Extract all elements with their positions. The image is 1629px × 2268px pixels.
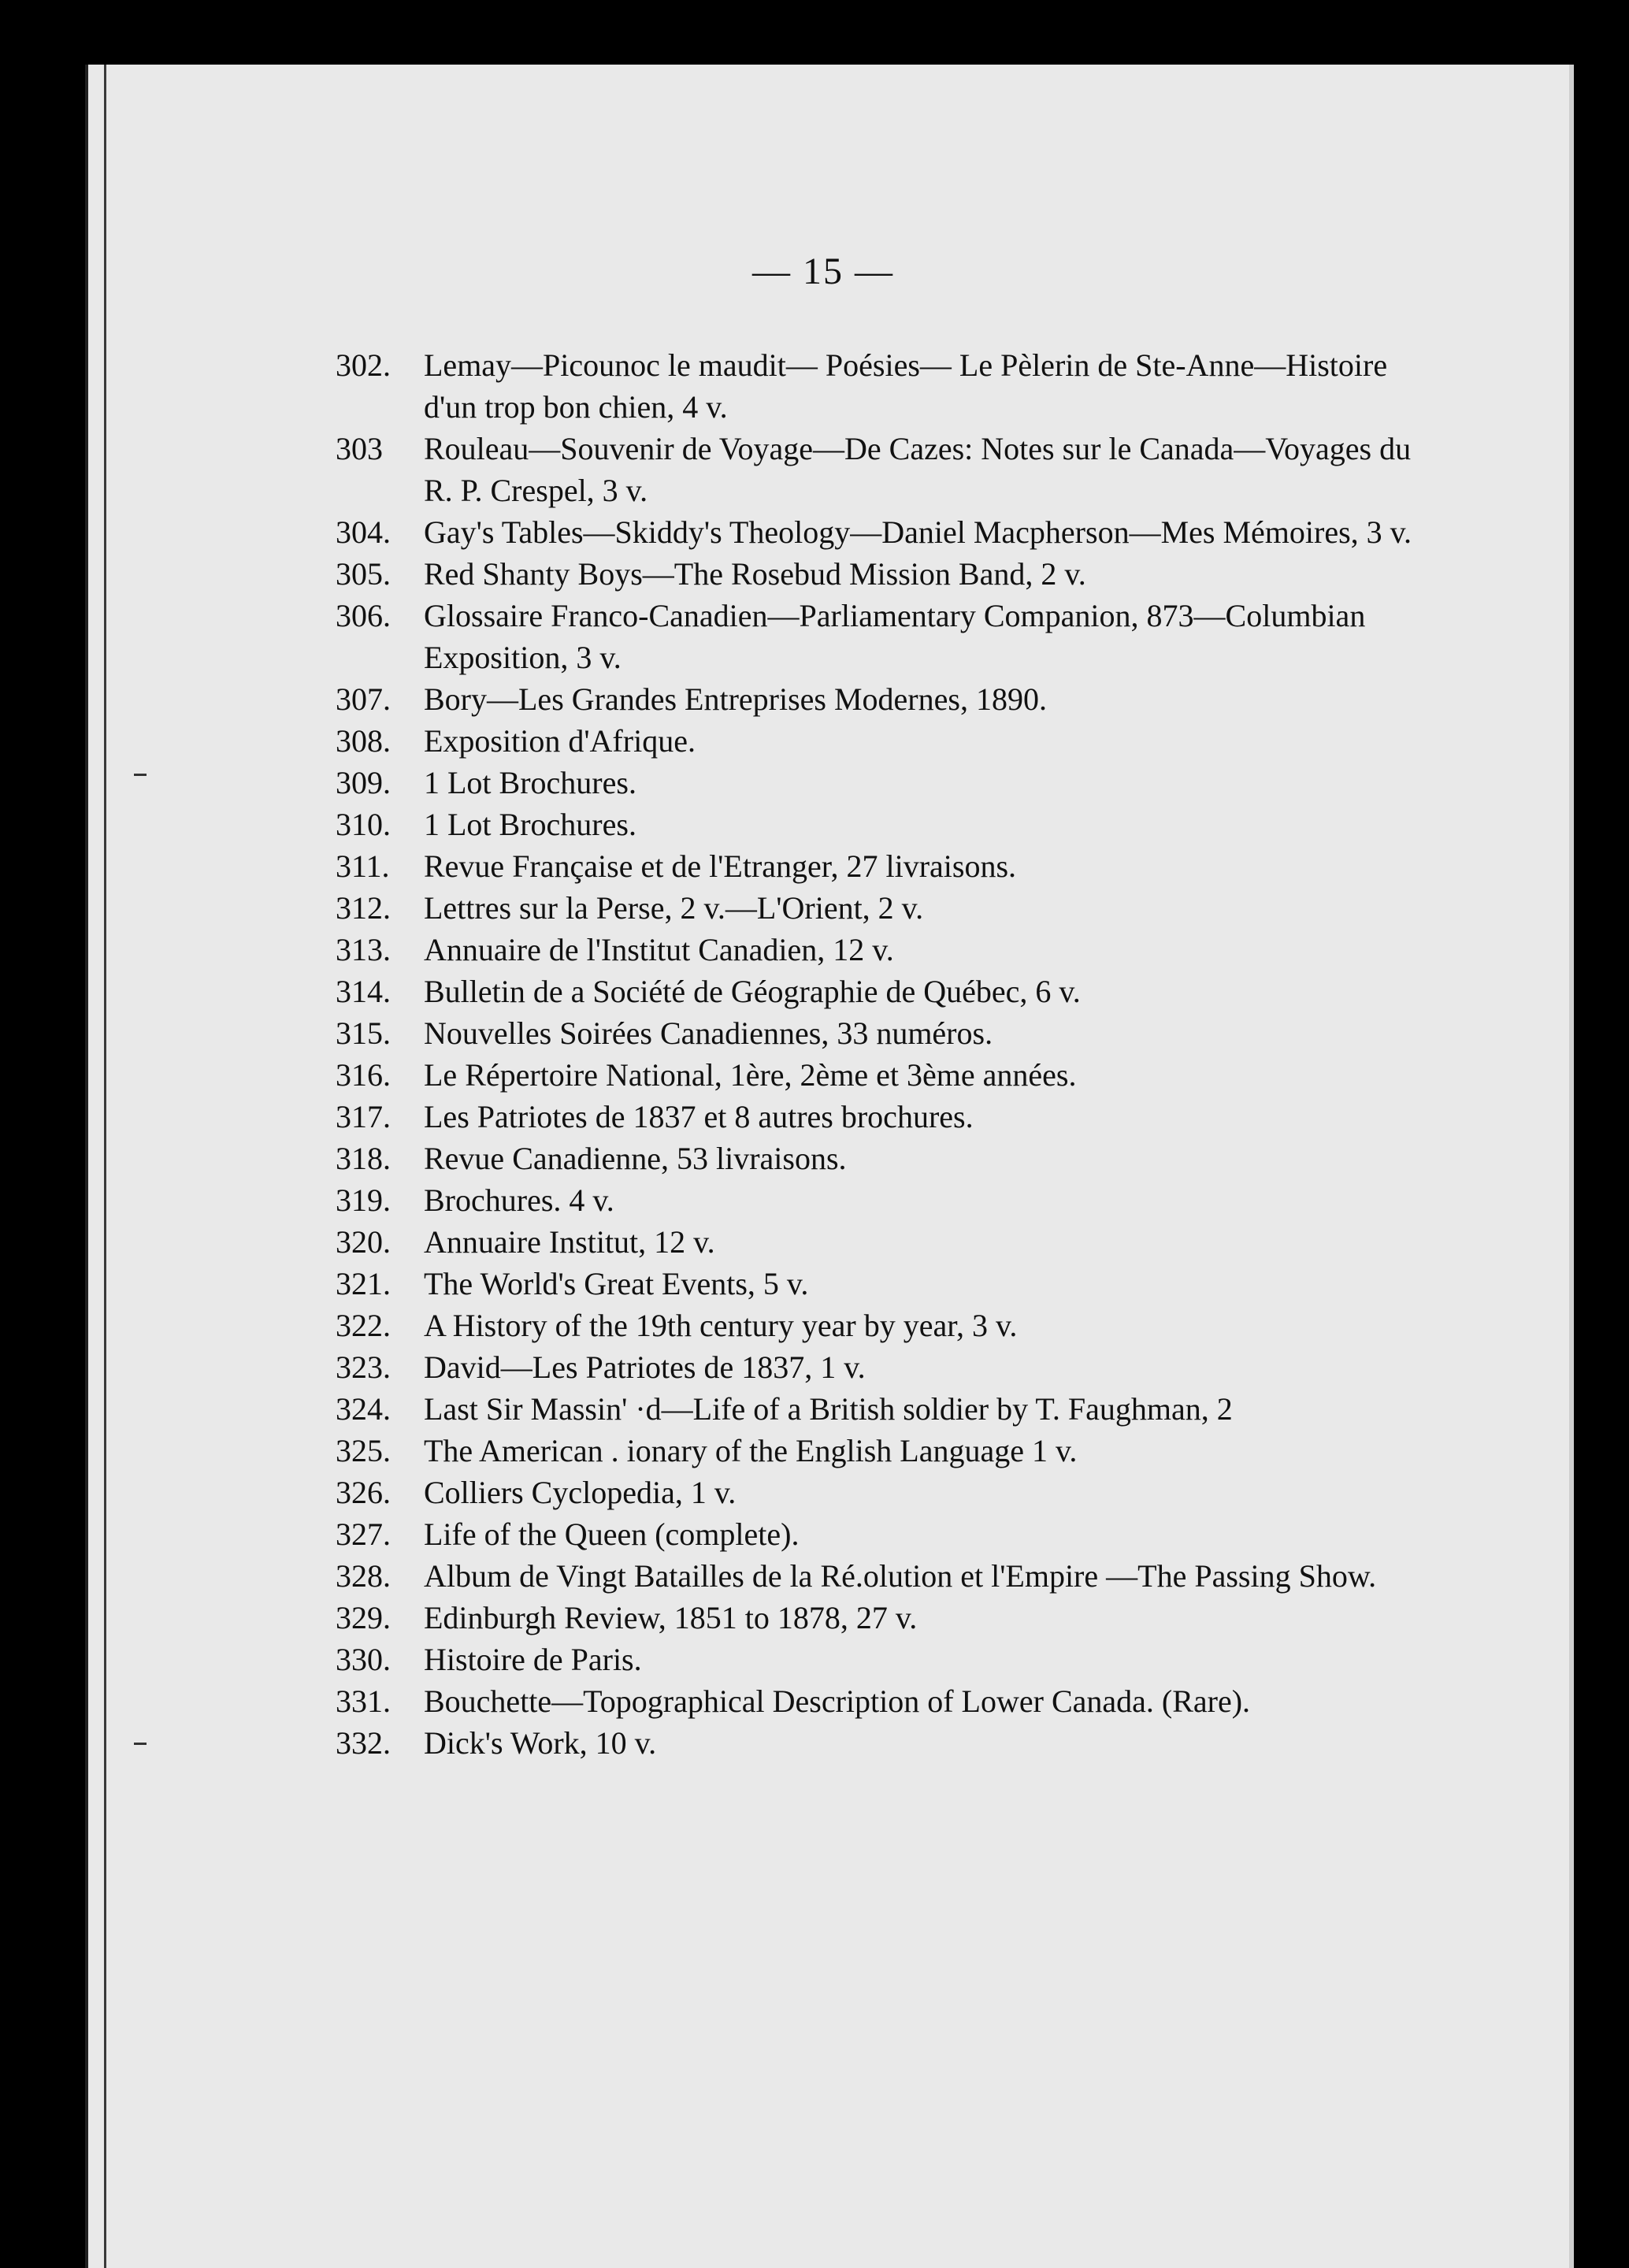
- catalog-entry: [336, 1597, 1423, 1639]
- entry-text: Revue Française et de l'Etranger, 27 livraisons.: [424, 848, 1017, 884]
- catalog-entry: [336, 1513, 1423, 1555]
- entry-number: 314.: [336, 974, 391, 1009]
- entry-text: 1 Lot Brochures.: [424, 765, 636, 800]
- catalog-entry: [336, 804, 1423, 845]
- catalog-entry: [336, 1263, 1423, 1305]
- catalog-entry: [336, 1012, 1423, 1054]
- entry-number: 322.: [336, 1308, 391, 1343]
- entry-text: Lettres sur la Perse, 2 v.—L'Orient, 2 v.: [424, 890, 924, 926]
- entry-text: Nouvelles Soirées Canadiennes, 33 numéros.: [424, 1015, 993, 1051]
- page-number: — 15 —: [752, 251, 894, 292]
- entry-number: 320.: [336, 1224, 391, 1260]
- entry-number: 316.: [336, 1057, 391, 1093]
- entry-text: The World's Great Events, 5 v.: [424, 1266, 809, 1301]
- entry-number: 303: [336, 431, 383, 466]
- entry-text: Les Patriotes de 1837 et 8 autres brochures.: [424, 1099, 974, 1134]
- catalog-entry: [336, 1639, 1423, 1680]
- catalog-entry: [336, 428, 1423, 511]
- entry-text: Revue Canadienne, 53 livraisons.: [424, 1141, 847, 1176]
- catalog-entry: [336, 553, 1423, 595]
- entry-number: 321.: [336, 1266, 391, 1301]
- entry-text: Brochures. 4 v.: [424, 1182, 614, 1218]
- catalog-entry: [336, 1096, 1423, 1138]
- entry-number: 310.: [336, 807, 391, 842]
- entry-text: Histoire de Paris.: [424, 1642, 642, 1677]
- catalog-entry: [336, 511, 1423, 553]
- catalog-entry: [336, 929, 1423, 971]
- entry-text: 1 Lot Brochures.: [424, 807, 636, 842]
- entry-number: 311.: [336, 848, 390, 884]
- catalog-entry: [336, 1388, 1423, 1430]
- entry-number: 304.: [336, 514, 391, 550]
- catalog-entry: [336, 1346, 1423, 1388]
- catalog-entry: [336, 344, 1423, 428]
- catalog-entry: [336, 1472, 1423, 1513]
- entry-text: Album de Vingt Batailles de la Ré.olution et l'Empire —The Passing Show.: [424, 1558, 1377, 1594]
- entry-number: 305.: [336, 556, 391, 592]
- entry-text: Bouchette—Topographical Description of Lower Canada. (Rare).: [424, 1683, 1251, 1719]
- entry-number: 328.: [336, 1558, 391, 1594]
- entry-text: David—Les Patriotes de 1837, 1 v.: [424, 1349, 866, 1385]
- entry-number: 324.: [336, 1391, 391, 1427]
- entry-number: 331.: [336, 1683, 391, 1719]
- entry-text: Le Répertoire National, 1ère, 2ème et 3ème années.: [424, 1057, 1077, 1093]
- catalog-entry: [336, 678, 1423, 720]
- entry-number: 307.: [336, 681, 391, 717]
- entry-text: Dick's Work, 10 v.: [424, 1725, 657, 1761]
- catalog-entry: [336, 720, 1423, 762]
- catalog-entry: [336, 887, 1423, 929]
- entry-text: A History of the 19th century year by year, 3 v.: [424, 1308, 1018, 1343]
- catalog-entry: [336, 1430, 1423, 1472]
- catalog-entry: [336, 1555, 1423, 1597]
- catalog-entry: [336, 1138, 1423, 1179]
- catalog-entry: [336, 1221, 1423, 1263]
- entry-number: 306.: [336, 598, 391, 633]
- margin-mark: [134, 1743, 147, 1745]
- entry-number: 323.: [336, 1349, 391, 1385]
- entry-text: Last Sir Massin' ·d—Life of a British soldier by T. Faughman, 2: [424, 1391, 1233, 1427]
- page-edge: [1569, 65, 1574, 2268]
- catalog-entry: [336, 1722, 1423, 1764]
- catalog-entries: [336, 344, 1423, 1764]
- entry-text: Bory—Les Grandes Entreprises Modernes, 1890.: [424, 681, 1047, 717]
- entry-text: Annuaire de l'Institut Canadien, 12 v.: [424, 932, 894, 967]
- entry-text: Life of the Queen (complete).: [424, 1516, 800, 1552]
- entry-text: Annuaire Institut, 12 v.: [424, 1224, 715, 1260]
- entry-text: Gay's Tables—Skiddy's Theology—Daniel Macpherson—Mes Mémoires, 3 v.: [424, 514, 1412, 550]
- entry-number: 329.: [336, 1600, 391, 1635]
- gutter-line: [104, 65, 106, 2268]
- entry-text: Exposition d'Afrique.: [424, 723, 696, 759]
- document-page: [85, 65, 1574, 2268]
- catalog-entry: [336, 1305, 1423, 1346]
- entry-text: Glossaire Franco-Canadien—Parliamentary Companion, 873—Columbian Exposition, 3 v.: [424, 598, 1366, 675]
- entry-text: Lemay—Picounoc le maudit— Poésies— Le Pèlerin de Ste-Anne—Histoire d'un trop bon chien, 4 v.: [424, 347, 1388, 425]
- entry-number: 327.: [336, 1516, 391, 1552]
- margin-mark: [134, 774, 147, 776]
- entry-text: Colliers Cyclopedia, 1 v.: [424, 1475, 737, 1510]
- entry-text: The American . ionary of the English Language 1 v.: [424, 1433, 1078, 1468]
- catalog-entry: [336, 971, 1423, 1012]
- catalog-entry: [336, 1680, 1423, 1722]
- catalog-entry: [336, 1179, 1423, 1221]
- entry-text: Rouleau—Souvenir de Voyage—De Cazes: Notes sur le Canada—Voyages du R. P. Crespel, 3 v.: [424, 431, 1412, 508]
- catalog-entry: [336, 762, 1423, 804]
- entry-number: 319.: [336, 1182, 391, 1218]
- catalog-entry: [336, 595, 1423, 678]
- entry-number: 325.: [336, 1433, 391, 1468]
- entry-number: 302.: [336, 347, 391, 383]
- entry-number: 317.: [336, 1099, 391, 1134]
- catalog-entry: [336, 845, 1423, 887]
- entry-number: 309.: [336, 765, 391, 800]
- entry-number: 312.: [336, 890, 391, 926]
- entry-text: Edinburgh Review, 1851 to 1878, 27 v.: [424, 1600, 918, 1635]
- entry-number: 315.: [336, 1015, 391, 1051]
- catalog-entry: [336, 1054, 1423, 1096]
- entry-number: 326.: [336, 1475, 391, 1510]
- entry-number: 313.: [336, 932, 391, 967]
- entry-number: 308.: [336, 723, 391, 759]
- entry-number: 332.: [336, 1725, 391, 1761]
- entry-text: Red Shanty Boys—The Rosebud Mission Band, 2 v.: [424, 556, 1086, 592]
- entry-number: 330.: [336, 1642, 391, 1677]
- entry-number: 318.: [336, 1141, 391, 1176]
- entry-text: Bulletin de a Société de Géographie de Québec, 6 v.: [424, 974, 1081, 1009]
